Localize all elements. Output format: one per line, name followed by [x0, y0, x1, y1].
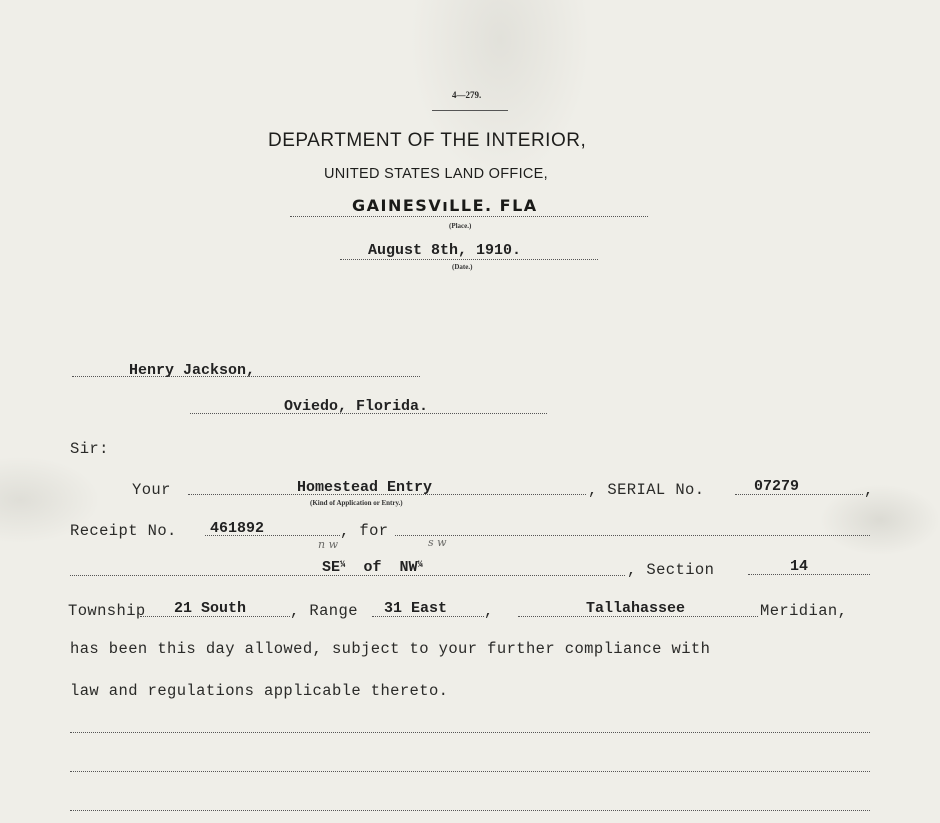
office-heading: UNITED STATES LAND OFFICE,: [324, 166, 548, 182]
land-description: [322, 559, 423, 576]
handwritten-note-sw: s w: [428, 536, 447, 549]
land-fraction-2: ¼: [417, 560, 423, 570]
date-line: [340, 259, 598, 260]
section-number: 14: [790, 558, 809, 575]
date-caption: (Date.): [452, 263, 473, 271]
form-number: 4—279.: [452, 90, 482, 100]
blank-line-1: [70, 732, 870, 733]
for-label: , for: [340, 522, 389, 540]
place-line: [290, 216, 648, 217]
section-label: , Section: [627, 561, 715, 579]
meridian-name: Tallahassee: [586, 600, 686, 617]
form-number-rule: [432, 110, 508, 111]
date-value: August 8th, 1910.: [368, 242, 522, 259]
township-label: Township: [68, 602, 146, 620]
blank-line-3: [70, 810, 870, 811]
range-comma: ,: [484, 602, 494, 620]
place-caption: (Place.): [449, 222, 472, 230]
blank-line-2: [70, 771, 870, 772]
land-part-2: NW: [399, 559, 418, 576]
serial-label: , SERIAL No.: [588, 481, 705, 499]
salutation: Sir:: [70, 440, 109, 458]
addressee-name: Henry Jackson,: [129, 362, 256, 379]
place-stamp: GAINESVıLLE. FLA: [352, 196, 538, 215]
land-fraction-1: ¼: [340, 560, 346, 570]
range-label: , Range: [290, 602, 358, 620]
body-line-1: has been this day allowed, subject to your further compliance with: [70, 640, 711, 658]
land-part-1: SE: [322, 559, 341, 576]
serial-comma: ,: [864, 481, 874, 499]
handwritten-note-nw: n w: [318, 538, 338, 551]
entry-kind-caption: (Kind of Application or Entry.): [310, 499, 403, 507]
your-label: Your: [132, 481, 171, 499]
addressee-location: Oviedo, Florida.: [284, 398, 429, 415]
range-value: 31 East: [384, 600, 448, 617]
land-of: of: [363, 559, 382, 576]
meridian-label: Meridian,: [760, 602, 848, 620]
receipt-number: 461892: [210, 520, 265, 537]
for-line: [395, 535, 870, 536]
section-line: [748, 574, 870, 575]
receipt-label: Receipt No.: [70, 522, 177, 540]
department-heading: DEPARTMENT OF THE INTERIOR,: [268, 130, 587, 151]
body-line-2: law and regulations applicable thereto.: [70, 682, 449, 700]
serial-number: 07279: [754, 478, 800, 495]
township-value: 21 South: [174, 600, 247, 617]
entry-kind: Homestead Entry: [297, 479, 433, 496]
